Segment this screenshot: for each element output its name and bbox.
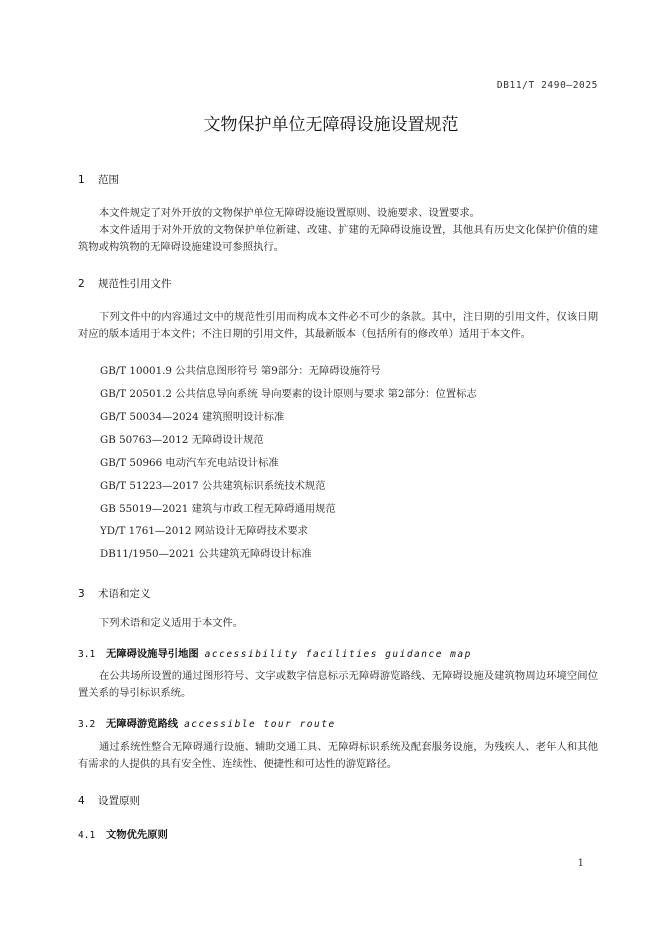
term-definition: 在公共场所设置的通过图形符号、文字或数字信息标示无障碍游览路线、无障碍设施及建筑物周边环境空间位置关系的导引标识系统。 (78, 670, 598, 699)
section-title: 设置原则 (98, 795, 140, 807)
section-2-heading (78, 276, 172, 291)
section-number: 2 (78, 278, 85, 290)
section-number: 1 (78, 174, 85, 186)
term-3-1 (78, 645, 472, 660)
term-chinese: 无障碍游览路线 (106, 718, 179, 730)
term-number: 3.1 (78, 649, 96, 660)
reference-item: GB 50763—2012 无障碍设计规范 (100, 434, 264, 446)
section-title: 术语和定义 (98, 588, 151, 600)
references-intro: 下列文件中的内容通过文中的规范性引用而构成本文件必不可少的条款。其中，注日期的引用文件，仅该日期对应的版本适用于本文件；不注日期的引用文件，其最新版本（包括所有的修改单）适用于本文件。 (78, 311, 598, 340)
section-1-heading (78, 172, 119, 187)
reference-item: GB 55019—2021 建筑与市政工程无障碍通用规范 (100, 503, 336, 515)
term-chinese: 无障碍设施导引地图 (106, 648, 199, 660)
section-title: 范围 (98, 174, 119, 186)
reference-item: YD/T 1761—2012 网站设计无障碍技术要求 (100, 525, 308, 537)
subsection-title: 文物优先原则 (106, 829, 168, 841)
section-3-heading (78, 586, 151, 601)
reference-item: GB/T 50966 电动汽车充电站设计标准 (100, 457, 279, 469)
scope-paragraph-1: 本文件规定了对外开放的文物保护单位无障碍设施设置原则、设施要求、设置要求。 (99, 207, 480, 219)
page-title: 文物保护单位无障碍设施设置规范 (203, 115, 459, 135)
reference-item: GB/T 50034—2024 建筑照明设计标准 (100, 411, 285, 423)
term-english: accessibility facilities guidance map (204, 649, 472, 660)
section-title: 规范性引用文件 (98, 278, 172, 290)
term-3-2 (78, 715, 336, 730)
term-english: accessible tour route (184, 719, 336, 730)
scope-paragraph-2: 本文件适用于对外开放的文物保护单位新建、改建、扩建的无障碍设施设置，其他具有历史文化保护价值的建筑物或构筑物的无障碍设施建设可参照执行。 (78, 224, 598, 253)
reference-item: GB/T 51223—2017 公共建筑标识系统技术规范 (100, 480, 326, 492)
document-code: DB11/T 2490—2025 (496, 80, 598, 91)
reference-item: GB/T 20501.2 公共信息导向系统 导向要素的设计原则与要求 第2部分：位置标志 (100, 388, 477, 400)
subsection-4-1 (78, 826, 174, 841)
section-4-heading (78, 793, 140, 808)
reference-item: GB/T 10001.9 公共信息图形符号 第9部分：无障碍设施符号 (100, 365, 381, 377)
subsection-number: 4.1 (78, 830, 96, 841)
term-definition: 通过系统性整合无障碍通行设施、辅助交通工具、无障碍标识系统及配套服务设施，为残疾人、老年人和其他有需求的人提供的具有安全性、连续性、便捷性和可达性的游览路径。 (78, 741, 598, 770)
terms-intro: 下列术语和定义适用于本文件。 (99, 617, 244, 629)
reference-item: DB11/1950—2021 公共建筑无障碍设计标准 (100, 548, 312, 560)
page-number: 1 (577, 858, 584, 869)
section-number: 4 (78, 795, 85, 807)
section-number: 3 (78, 588, 85, 600)
term-number: 3.2 (78, 719, 96, 730)
